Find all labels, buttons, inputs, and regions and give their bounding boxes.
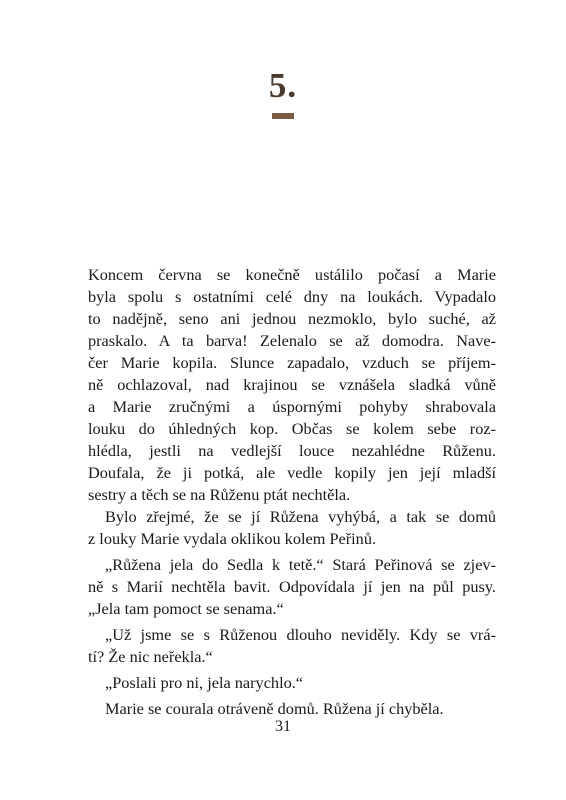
chapter-number: 5. <box>268 66 298 105</box>
text-line: hlédla, jestli na vedlejší louce nezahlédne Růženu. <box>88 441 496 460</box>
text-line: čer Marie kopila. Slunce zapadalo, vzduch se příjem- <box>88 353 496 372</box>
paragraph <box>88 506 496 550</box>
text-line: to nadějně, seno ani jednou nezmoklo, bylo suché, až <box>88 309 496 328</box>
text-line: „Už jsme se s Růženou dlouho neviděly. Kdy se vrá- <box>105 625 496 644</box>
text-line: tí? Že nic neřekla.“ <box>88 647 213 666</box>
text-line: „Poslali pro ni, jela narychlo.“ <box>105 673 304 692</box>
chapter-heading <box>0 66 566 119</box>
text-line: „Růžena jela do Sedla k tetě.“ Stará Peřinová se zjev- <box>105 555 496 574</box>
text-line: Doufala, že ji potká, ale vedle kopily jen její mladší <box>88 463 496 482</box>
text-line: z louky Marie vydala oklikou kolem Peřinů. <box>88 529 377 548</box>
text-line: Koncem června se konečně ustálilo počasí a Marie <box>88 265 496 284</box>
text-line: byla spolu s ostatními celé dny na loukách. Vypadalo <box>88 287 496 306</box>
body-text <box>88 264 496 720</box>
paragraph <box>88 698 496 720</box>
text-line: sestry a těch se na Růženu ptát nechtěla. <box>88 485 351 504</box>
text-line: Bylo zřejmé, že se jí Růžena vyhýbá, a tak se domů <box>105 507 496 526</box>
text-line: Marie se courala otráveně domů. Růžena jí chyběla. <box>105 699 444 718</box>
paragraph <box>88 264 496 506</box>
text-line: ně s Marií nechtěla bavit. Odpovídala jí jen na půl pusy. <box>88 577 496 596</box>
paragraph <box>88 672 496 694</box>
paragraph <box>88 624 496 668</box>
page-number: 31 <box>275 718 291 735</box>
paragraph <box>88 554 496 620</box>
text-line: louku do úhledných kop. Občas se kolem sebe roz- <box>88 419 496 438</box>
text-line: praskalo. A ta barva! Zelenalo se až domodra. Nave- <box>88 331 496 350</box>
text-line: a Marie zručnými a úspornými pohyby shrabovala <box>88 397 496 416</box>
text-line: ně ochlazoval, nad krajinou se vznášela sladká vůně <box>88 375 496 394</box>
text-line: „Jela tam pomoct se senama.“ <box>88 599 284 618</box>
chapter-rule <box>272 113 294 119</box>
